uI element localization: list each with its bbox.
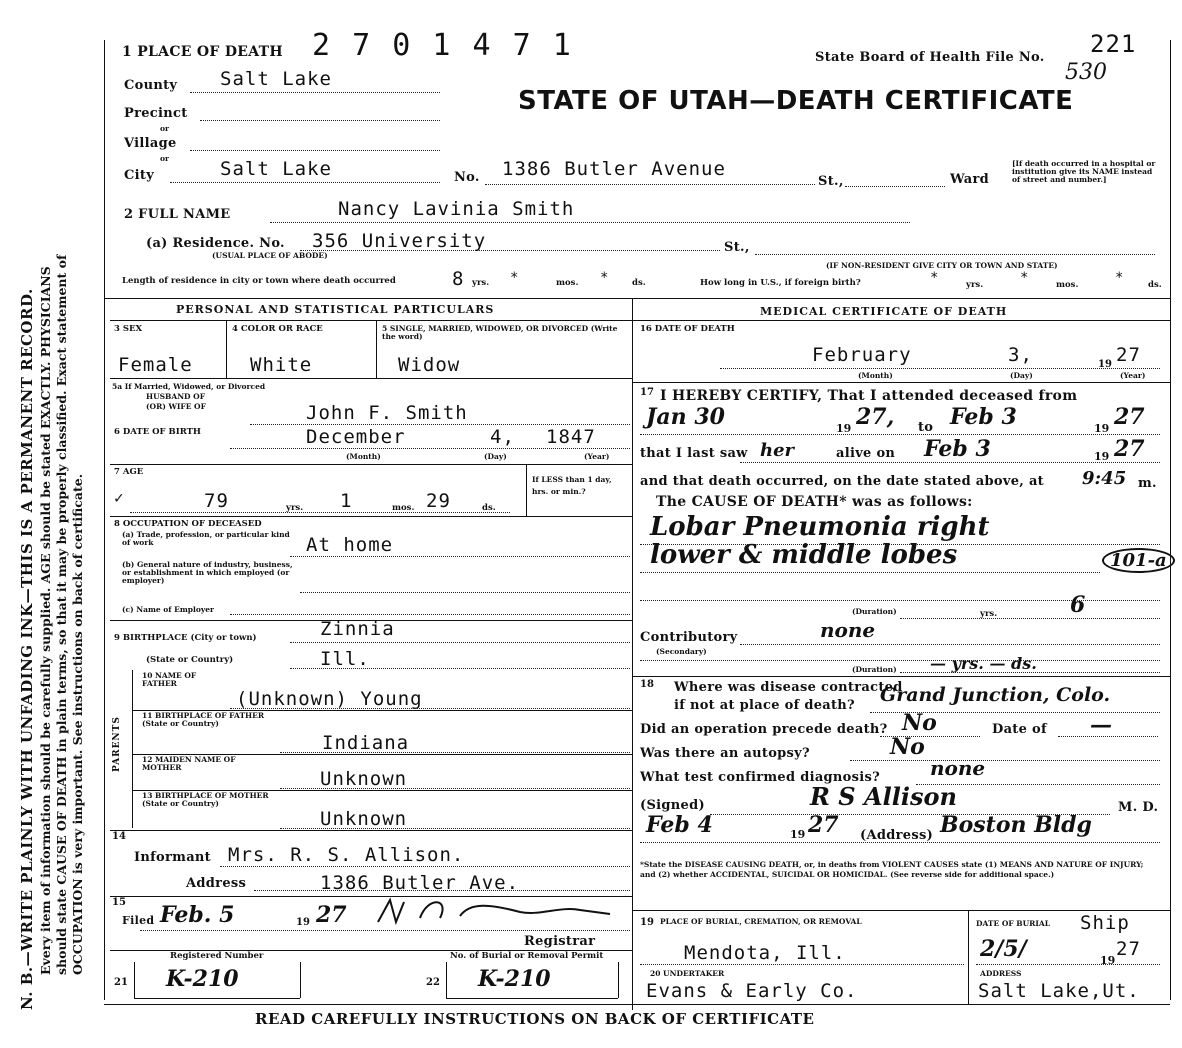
registered-number-value: K-210	[166, 966, 239, 992]
death-year: 27	[1116, 344, 1141, 366]
race-value: White	[250, 354, 313, 376]
registered-number-label: Registered Number	[170, 951, 264, 961]
residence-months: *	[510, 270, 520, 286]
ds-label: ds.	[1148, 280, 1162, 290]
street-st-label: St.,	[818, 174, 844, 189]
frame-right	[1170, 40, 1171, 1000]
month-caption: (Month)	[346, 452, 381, 461]
burial-date-label: DATE OF BURIAL	[976, 919, 1051, 928]
operation-date: —	[1090, 712, 1112, 738]
death-day-caption: (Day)	[1010, 371, 1033, 380]
cause-label: The CAUSE OF DEATH* was as follows:	[656, 494, 973, 510]
parents-label: PARENTS	[112, 716, 122, 772]
ward-note: [If death occurred in a hospital or institution give its NAME instead of street and number.]	[1012, 159, 1156, 184]
alive-year: 27	[1114, 436, 1145, 462]
death-month-caption: (Month)	[858, 371, 893, 380]
registrar-signature	[370, 892, 630, 932]
attend-to-19: 19	[1094, 422, 1110, 435]
residence-days: *	[600, 270, 610, 286]
undertaker-address-label: ADDRESS	[980, 969, 1022, 978]
age-mos-label: mos.	[392, 503, 415, 513]
age-yrs-label: yrs.	[286, 503, 304, 513]
margin-instructions-3: OCCUPATION is very important. See instructions on back of certificate.	[70, 473, 85, 975]
spouse-label-3: (OR) WIFE OF	[146, 402, 206, 411]
undertaker-address-value: Salt Lake,Ut.	[978, 980, 1140, 1002]
physician-signature: R S Allison	[810, 782, 957, 811]
mother-name-label: 12 MAIDEN NAME OF MOTHER	[142, 755, 236, 772]
ds-label: ds.	[632, 278, 646, 288]
father-label: 10 NAME OF FATHER	[142, 671, 197, 688]
age-label: 7 AGE	[114, 467, 144, 477]
date-of-label: Date of	[992, 722, 1047, 737]
marital-label: 5 SINGLE, MARRIED, WIDOWED, OR DIVORCED (Write the word)	[382, 324, 618, 341]
board-file-label: State Board of Health File No.	[815, 50, 1045, 65]
signed-year: 27	[808, 812, 839, 838]
city-value: Salt Lake	[220, 158, 332, 180]
signed-date: Feb 4	[646, 812, 713, 838]
full-name-value: Nancy Lavinia Smith	[338, 198, 575, 220]
street-no-label: No.	[454, 170, 480, 185]
death-date-label: 16 DATE OF DEATH	[640, 324, 735, 334]
year-caption: (Year)	[584, 452, 610, 461]
mos-label: mos.	[1056, 280, 1079, 290]
field-22-number: 22	[426, 977, 440, 988]
cause-line-1: Lobar Pneumonia right	[650, 512, 990, 542]
duration-label: (Duration)	[852, 607, 897, 616]
frame-bottom	[104, 1004, 1170, 1005]
cause-footnote: *State the DISEASE CAUSING DEATH, or, in deaths from VIOLENT CAUSES state (1) MEANS AND NATURE OF INJURY; and (2) whether ACCIDENTAL, SUICIDAL OR HOMICIDAL. (See reverse side for additional space.)	[640, 860, 1144, 879]
burial-ship: Ship	[1080, 912, 1130, 934]
burial-year: 27	[1116, 938, 1141, 960]
birthplace-state: Ill.	[320, 648, 370, 670]
margin-warning: N. B.—WRITE PLAINLY WITH UNFADING INK—THIS IS A PERMANENT RECORD.	[18, 288, 36, 1010]
or-text: or	[160, 154, 169, 163]
precinct-label: Precinct	[124, 106, 188, 121]
attend-from-19: 19	[836, 422, 852, 435]
village-label: Village	[124, 136, 177, 151]
or-text: or	[160, 124, 169, 133]
undertaker-value: Evans & Early Co.	[646, 980, 858, 1002]
death-19: 19	[1098, 359, 1112, 370]
last-saw-label: that I last saw	[640, 446, 748, 461]
county-label: County	[124, 78, 178, 93]
field-18-number: 18	[640, 679, 654, 690]
attend-to-date: Feb 3	[950, 404, 1017, 430]
mos-label: mos.	[556, 278, 579, 288]
contributory-value: none	[820, 618, 876, 642]
birthplace-city: Zinnia	[320, 618, 395, 640]
contributory-label: Contributory	[640, 630, 738, 645]
residence-st-label: St.,	[724, 240, 750, 255]
death-month: February	[812, 344, 912, 366]
day-caption: (Day)	[484, 452, 507, 461]
burial-place-label: PLACE OF BURIAL, CREMATION, OR REMOVAL	[660, 917, 862, 926]
sig-address-label: (Address)	[860, 828, 934, 843]
secondary-label: (Secondary)	[656, 647, 707, 656]
address-label: Address	[186, 876, 247, 891]
field-21-number: 21	[114, 977, 128, 988]
us-residence-label: How long in U.S., if foreign birth?	[700, 278, 861, 288]
ward-label: Ward	[950, 172, 990, 187]
age-days: 29	[426, 490, 451, 512]
burial-place-value: Mendota, Ill.	[684, 942, 846, 964]
occupation-b-label: (b) General nature of industry, business, or establishment in which employed (or employer)	[122, 560, 293, 585]
age-ds-label: ds.	[482, 503, 496, 513]
attend-from-date: Jan 30	[646, 404, 725, 430]
autopsy-value: No	[890, 734, 925, 760]
board-file-number-2: 530	[1065, 60, 1107, 85]
residence-value: 356 University	[312, 230, 487, 252]
birthplace-sub-label: (State or Country)	[146, 655, 234, 665]
margin-instructions-2: should state CAUSE OF DEATH in plain terms, so that it may be properly classified. Exact statement of	[54, 254, 69, 975]
frame-left	[104, 40, 105, 1000]
burial-permit-value: K-210	[478, 966, 551, 992]
informant-value: Mrs. R. S. Allison.	[228, 844, 465, 866]
duration-days: 6	[1070, 592, 1086, 618]
occupation-a-label: (a) Trade, profession, or particular kind of work	[122, 530, 290, 547]
length-residence-label: Length of residence in city or town where death occurred	[122, 276, 396, 286]
personal-section-title: PERSONAL AND STATISTICAL PARTICULARS	[176, 303, 495, 316]
contracted-value: Grand Junction, Colo.	[880, 684, 1111, 706]
signed-19: 19	[790, 828, 806, 841]
autopsy-label: Was there an autopsy?	[640, 746, 810, 761]
residence-label: (a) Residence. No.	[146, 236, 285, 251]
dob-month: December	[306, 426, 406, 448]
sex-value: Female	[118, 354, 193, 376]
cause-line-2: lower & middle lobes	[650, 540, 958, 570]
employer-label: (c) Name of Employer	[122, 605, 214, 614]
father-birthplace-value: Indiana	[322, 732, 410, 754]
footer-instructions: READ CAREFULLY INSTRUCTIONS ON BACK OF CERTIFICATE	[255, 1010, 815, 1028]
certificate-number: 2 7 0 1 4 7 1	[312, 28, 573, 63]
yrs-label: yrs.	[472, 278, 490, 288]
undertaker-label: 20 UNDERTAKER	[650, 969, 725, 978]
spouse-value: John F. Smith	[306, 402, 468, 424]
filed-label: Filed	[122, 914, 155, 927]
column-divider	[632, 298, 633, 1010]
city-label: City	[124, 168, 155, 183]
informant-label: Informant	[134, 850, 211, 865]
residence-years: 8	[452, 268, 465, 290]
sig-address-value: Boston Bldg	[940, 812, 1092, 838]
death-year-caption: (Year)	[1120, 371, 1146, 380]
margin-instructions-1: Every item of information should be carefully supplied. AGE should be stated EXACTLY. PHYSICIANS	[38, 266, 53, 975]
street-address: 1386 Butler Avenue	[502, 158, 726, 180]
attend-to-year: 27	[1114, 404, 1145, 430]
filed-date: Feb. 5	[160, 902, 235, 928]
mother-birthplace-value: Unknown	[320, 808, 408, 830]
field-14-number: 14	[112, 831, 126, 842]
nonresident-note: (IF NON-RESIDENT GIVE CITY OR TOWN AND STATE)	[826, 261, 1058, 270]
board-file-number: 221	[1090, 30, 1137, 58]
medical-section-title: MEDICAL CERTIFICATE OF DEATH	[760, 305, 1008, 318]
section-divider	[104, 298, 1170, 299]
operation-value: No	[902, 710, 937, 736]
occupation-value: At home	[306, 534, 394, 556]
md-label: M. D.	[1118, 800, 1159, 815]
field-15-number: 15	[112, 897, 126, 908]
dob-day: 4,	[490, 426, 515, 448]
mother-name-value: Unknown	[320, 768, 408, 790]
pronoun-value: her	[760, 440, 795, 461]
duration-yrs-label: yrs.	[980, 609, 998, 619]
death-time: 9:45	[1082, 468, 1127, 489]
test-label: What test confirmed diagnosis?	[640, 770, 881, 785]
cause-code: 101-a	[1102, 548, 1175, 573]
signed-label: (Signed)	[640, 798, 705, 813]
sex-label: 3 SEX	[114, 324, 143, 334]
age-years: 79	[204, 490, 229, 512]
operation-label: Did an operation precede death?	[640, 722, 888, 737]
us-years: *	[930, 270, 940, 286]
residence-sub: (USUAL PLACE OF ABODE)	[212, 251, 328, 260]
field-19-number: 19	[640, 917, 654, 928]
contrib-duration-value: — yrs. — ds.	[930, 654, 1037, 673]
alive-date: Feb 3	[924, 436, 991, 462]
attend-from-year: 27,	[856, 404, 895, 430]
burial-permit-label: No. of Burial or Removal Permit	[450, 951, 604, 961]
place-of-death-label: 1 PLACE OF DEATH	[122, 44, 283, 60]
burial-19: 19	[1100, 954, 1116, 967]
registrar-label: Registrar	[524, 934, 596, 949]
field-17-number: 17	[640, 387, 654, 398]
test-value: none	[930, 756, 986, 780]
m-label: m.	[1138, 476, 1157, 491]
spouse-label-2: HUSBAND OF	[146, 392, 206, 401]
death-occurred-label: and that death occurred, on the date stated above, at	[640, 474, 1044, 489]
occupation-label: 8 OCCUPATION OF DECEASED	[114, 519, 262, 529]
death-day: 3,	[1008, 344, 1033, 366]
page-title: STATE OF UTAH—DEATH CERTIFICATE	[518, 86, 1074, 116]
age-check: ✓	[114, 488, 125, 507]
less-than-day-label: If LESS than 1 day, hrs. or min.?	[532, 475, 612, 496]
to-label: to	[918, 420, 934, 435]
filed-year: 27	[316, 902, 347, 928]
mother-birthplace-label: 13 BIRTHPLACE OF MOTHER (State or Country)	[142, 791, 269, 808]
contrib-duration-label: (Duration)	[852, 665, 897, 674]
certify-text: I HEREBY CERTIFY, That I attended deceased from	[660, 388, 1078, 404]
us-days: *	[1115, 270, 1125, 286]
alive-19: 19	[1094, 450, 1110, 463]
birthplace-label: 9 BIRTHPLACE (City or town)	[114, 633, 257, 643]
filed-19: 19	[296, 917, 310, 928]
spouse-label-1: 5a If Married, Widowed, or Divorced	[112, 382, 266, 391]
father-value: (Unknown) Young	[236, 688, 423, 710]
father-birthplace-label: 11 BIRTHPLACE OF FATHER (State or Country)	[142, 711, 265, 728]
informant-address: 1386 Butler Ave.	[320, 872, 520, 894]
marital-value: Widow	[398, 354, 461, 376]
alive-on-label: alive on	[836, 446, 896, 461]
contracted-label-2: if not at place of death?	[674, 698, 855, 713]
county-value: Salt Lake	[220, 68, 332, 90]
age-months: 1	[340, 490, 353, 512]
full-name-label: 2 FULL NAME	[124, 207, 231, 222]
dob-year: 1847	[546, 426, 596, 448]
burial-date-value: 2/5/	[980, 936, 1027, 962]
dob-label: 6 DATE OF BIRTH	[114, 427, 201, 437]
us-months: *	[1020, 270, 1030, 286]
contracted-label-1: Where was disease contracted	[674, 680, 903, 695]
race-label: 4 COLOR OR RACE	[232, 324, 323, 334]
yrs-label: yrs.	[966, 280, 984, 290]
